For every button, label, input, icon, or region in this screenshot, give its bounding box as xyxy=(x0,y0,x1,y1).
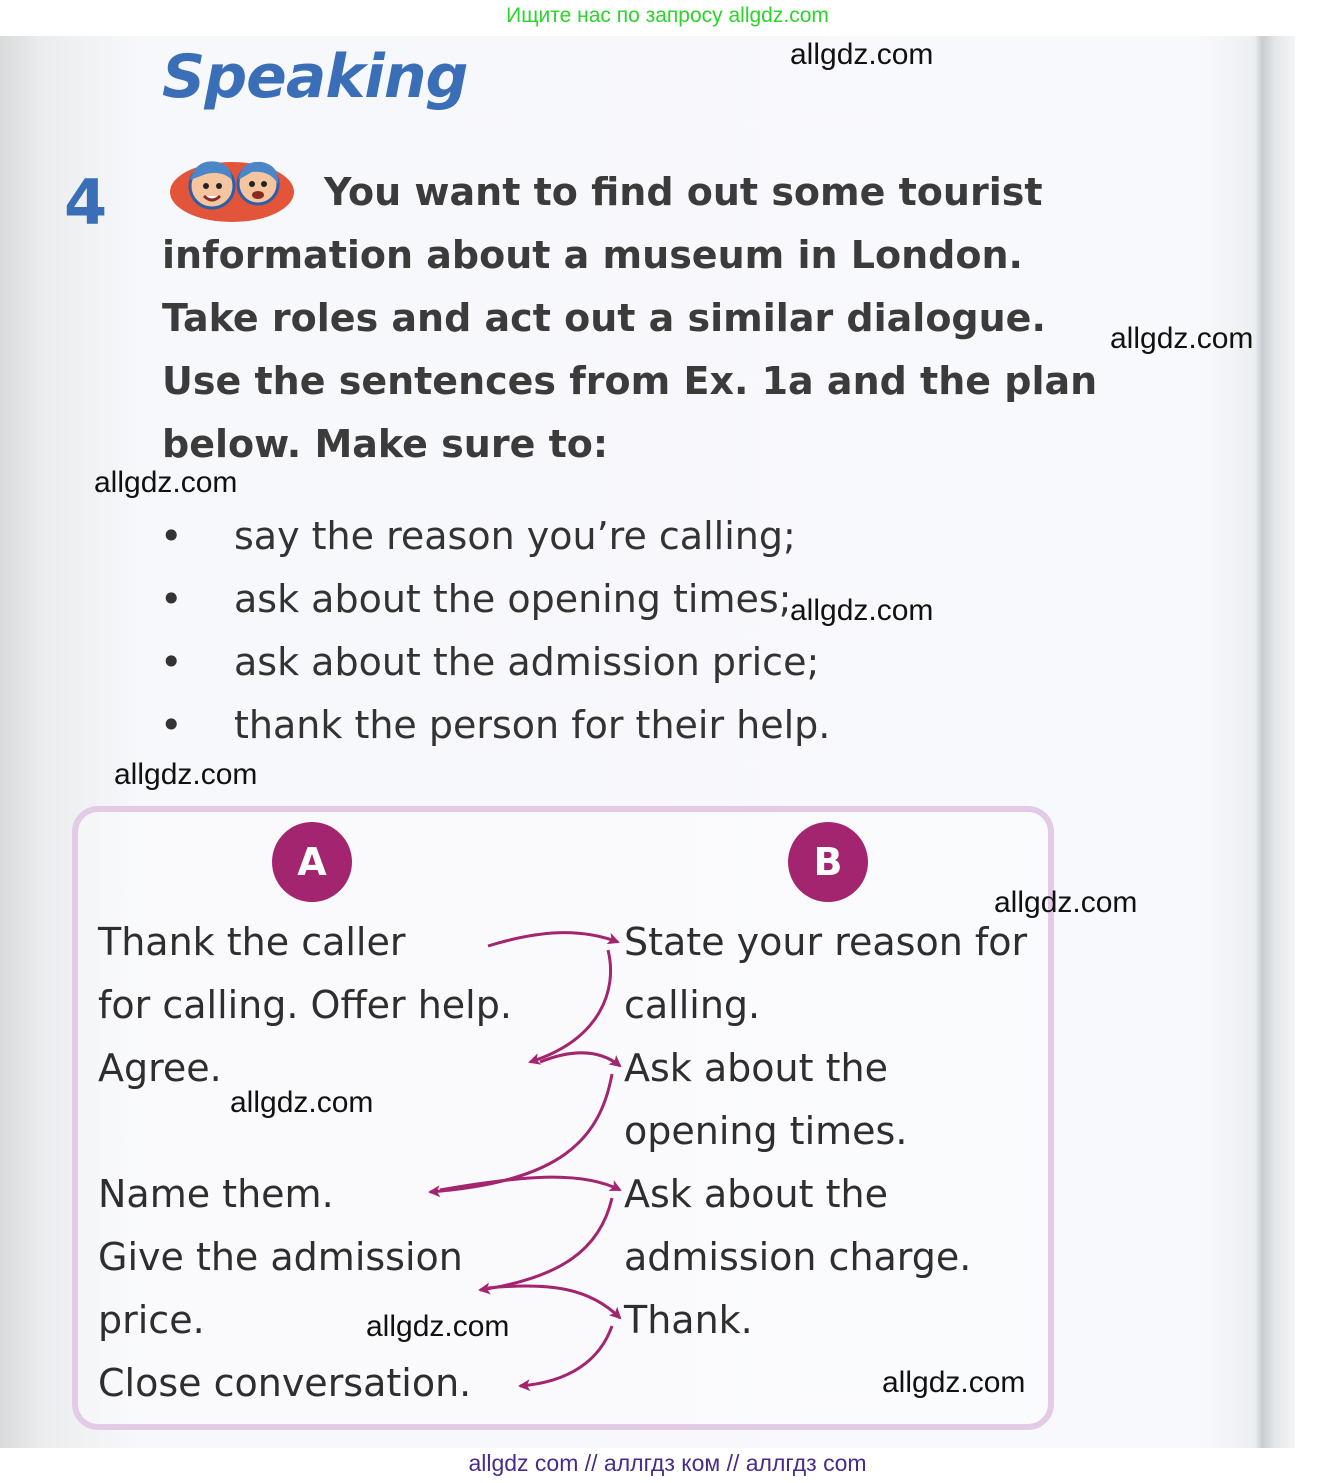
list-item-text: say the reason you’re calling; xyxy=(234,514,796,558)
flow-arrow xyxy=(430,1074,612,1192)
role-a-line: Thank the caller xyxy=(98,920,406,964)
top-banner[interactable]: Ищите нас по запросу allgdz.com xyxy=(506,4,829,27)
role-a-line: Close conversation. xyxy=(98,1361,472,1405)
role-b-badge: B xyxy=(788,822,868,902)
section-heading: Speaking xyxy=(162,42,468,112)
footer-links[interactable]: allgdz com // аллгдз ком // аллгдз com xyxy=(468,1450,867,1476)
role-a-line: Agree. xyxy=(98,1046,222,1090)
list-item-text: thank the person for their help. xyxy=(234,703,831,747)
flow-arrow xyxy=(520,1326,612,1386)
role-b-line: opening times. xyxy=(624,1109,908,1153)
instruction-line: information about a museum in London. xyxy=(162,233,1023,277)
list-item-text: ask about the opening times; xyxy=(234,577,792,621)
watermark: allgdz.com xyxy=(366,1310,510,1343)
watermark: allgdz.com xyxy=(1110,322,1254,355)
watermark: allgdz.com xyxy=(114,758,258,791)
list-item-text: ask about the admission price; xyxy=(234,640,820,684)
role-b-line: calling. xyxy=(624,983,761,1027)
instruction-line: below. Make sure to: xyxy=(162,422,609,466)
instruction-line: You want to find out some tourist xyxy=(324,170,1043,214)
role-b-line: Ask about the xyxy=(624,1172,888,1216)
role-a-badge: A xyxy=(272,822,352,902)
bullet-dot: • xyxy=(160,577,183,621)
watermark: allgdz.com xyxy=(994,886,1138,919)
watermark: allgdz.com xyxy=(790,38,934,71)
role-a-line: Give the admission xyxy=(98,1235,463,1279)
bullet-dot: • xyxy=(160,514,183,558)
role-b-line: State your reason for xyxy=(624,920,1028,964)
bullet-dot: • xyxy=(160,640,183,684)
role-b-line: Ask about the xyxy=(624,1046,888,1090)
watermark: allgdz.com xyxy=(882,1366,1026,1399)
watermark: allgdz.com xyxy=(790,594,934,627)
role-a-line: Name them. xyxy=(98,1172,334,1216)
watermark: allgdz.com xyxy=(230,1086,374,1119)
instruction-line: Take roles and act out a similar dialogue. xyxy=(162,296,1046,340)
flow-arrow xyxy=(530,950,611,1062)
role-a-line: for calling. Offer help. xyxy=(98,983,512,1027)
flow-arrow xyxy=(488,933,618,946)
role-b-line: Thank. xyxy=(624,1298,753,1342)
watermark: allgdz.com xyxy=(94,466,238,499)
flow-arrow xyxy=(480,1198,612,1290)
role-b-line: admission charge. xyxy=(624,1235,972,1279)
role-a-line: price. xyxy=(98,1298,205,1342)
bullet-dot: • xyxy=(160,703,183,747)
instruction-line: Use the sentences from Ex. 1a and the plan xyxy=(162,359,1098,403)
exercise-number: 4 xyxy=(64,166,108,239)
